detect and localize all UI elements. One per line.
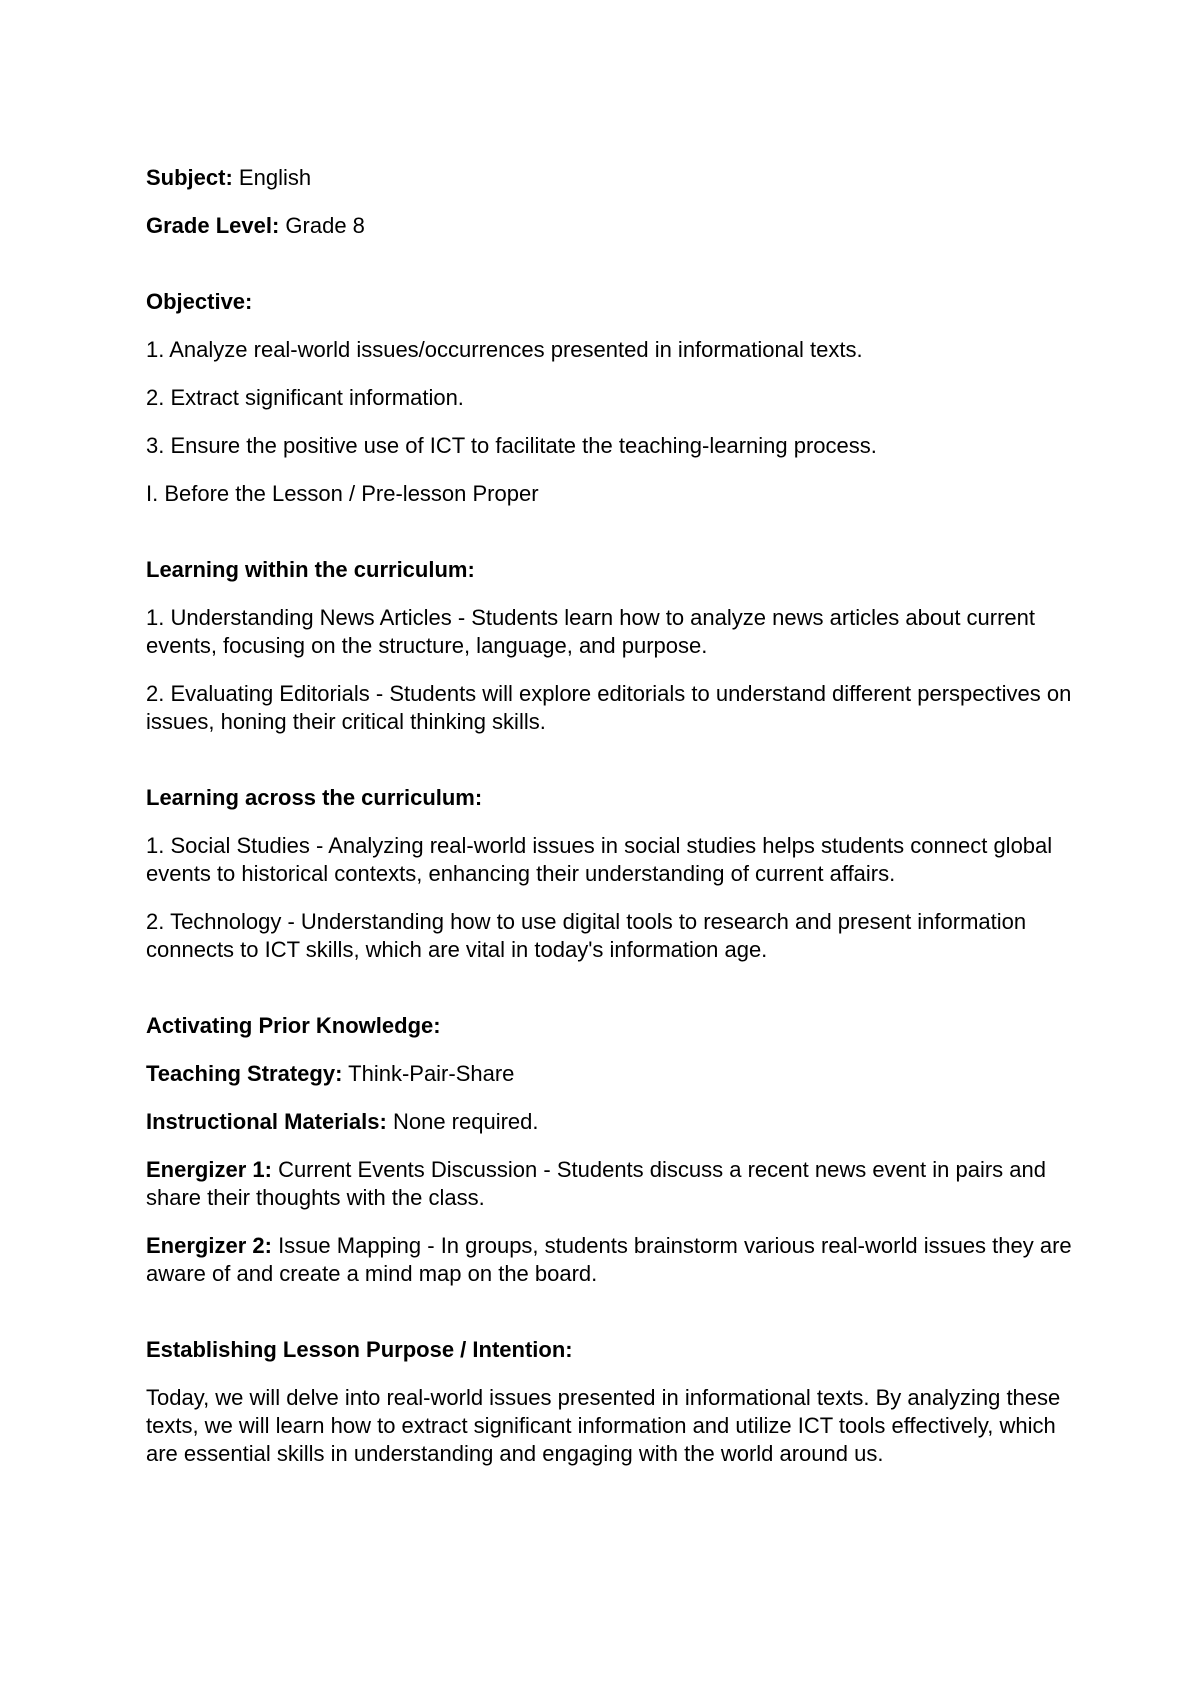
- subject-value: English: [238, 165, 312, 190]
- across-curriculum-item: 2. Technology - Understanding how to use digital tools to research and present information connects to ICT skills, which are vital in today's information age.: [146, 909, 1027, 962]
- objective-item: 3. Ensure the positive use of ICT to facilitate the teaching-learning process.: [146, 433, 877, 458]
- subject-line: [146, 164, 1090, 192]
- within-curriculum-item: 1. Understanding News Articles - Students learn how to analyze news articles about current events, focusing on the structure, language, and purpose.: [146, 605, 1036, 658]
- across-curriculum-heading: Learning across the curriculum:: [146, 785, 483, 810]
- instructional-materials-label: Instructional Materials:: [146, 1109, 387, 1134]
- prior-knowledge-heading: Activating Prior Knowledge:: [146, 1013, 441, 1038]
- energizer-1-value: Current Events Discussion - Students discuss a recent news event in pairs and share their thoughts with the class.: [146, 1157, 1046, 1210]
- section-marker: I. Before the Lesson / Pre-lesson Proper: [146, 481, 539, 506]
- grade-level-label: Grade Level:: [146, 213, 280, 238]
- energizer-2-label: Energizer 2:: [146, 1233, 272, 1258]
- teaching-strategy-value: Think-Pair-Share: [348, 1061, 515, 1086]
- energizer-1-label: Energizer 1:: [146, 1157, 272, 1182]
- lesson-purpose-text: Today, we will delve into real-world issues presented in informational texts. By analyzing these texts, we will learn how to extract significant information and utilize ICT tools effectively, which are essential skills in understanding and engaging with the world around us.: [146, 1385, 1061, 1466]
- teaching-strategy-label: Teaching Strategy:: [146, 1061, 343, 1086]
- grade-level-line: [146, 212, 1090, 240]
- objective-item: 2. Extract significant information.: [146, 385, 464, 410]
- instructional-materials-value: None required.: [392, 1109, 539, 1134]
- energizer-2-value: Issue Mapping - In groups, students brainstorm various real-world issues they are aware of and create a mind map on the board.: [146, 1233, 1072, 1286]
- within-curriculum-heading: Learning within the curriculum:: [146, 557, 475, 582]
- energizer-1-line: [146, 1156, 1090, 1212]
- within-curriculum-item: 2. Evaluating Editorials - Students will explore editorials to understand different perspectives on issues, honing their critical thinking skills.: [146, 681, 1072, 734]
- teaching-strategy-line: [146, 1060, 1090, 1088]
- across-curriculum-item: 1. Social Studies - Analyzing real-world issues in social studies helps students connect global events to historical contexts, enhancing their understanding of current affairs.: [146, 833, 1053, 886]
- grade-level-value: Grade 8: [285, 213, 365, 238]
- lesson-purpose-heading: Establishing Lesson Purpose / Intention:: [146, 1337, 573, 1362]
- subject-label: Subject:: [146, 165, 233, 190]
- objective-item: 1. Analyze real-world issues/occurrences presented in informational texts.: [146, 337, 863, 362]
- energizer-2-line: [146, 1232, 1090, 1288]
- objective-heading: Objective:: [146, 289, 253, 314]
- instructional-materials-line: [146, 1108, 1090, 1136]
